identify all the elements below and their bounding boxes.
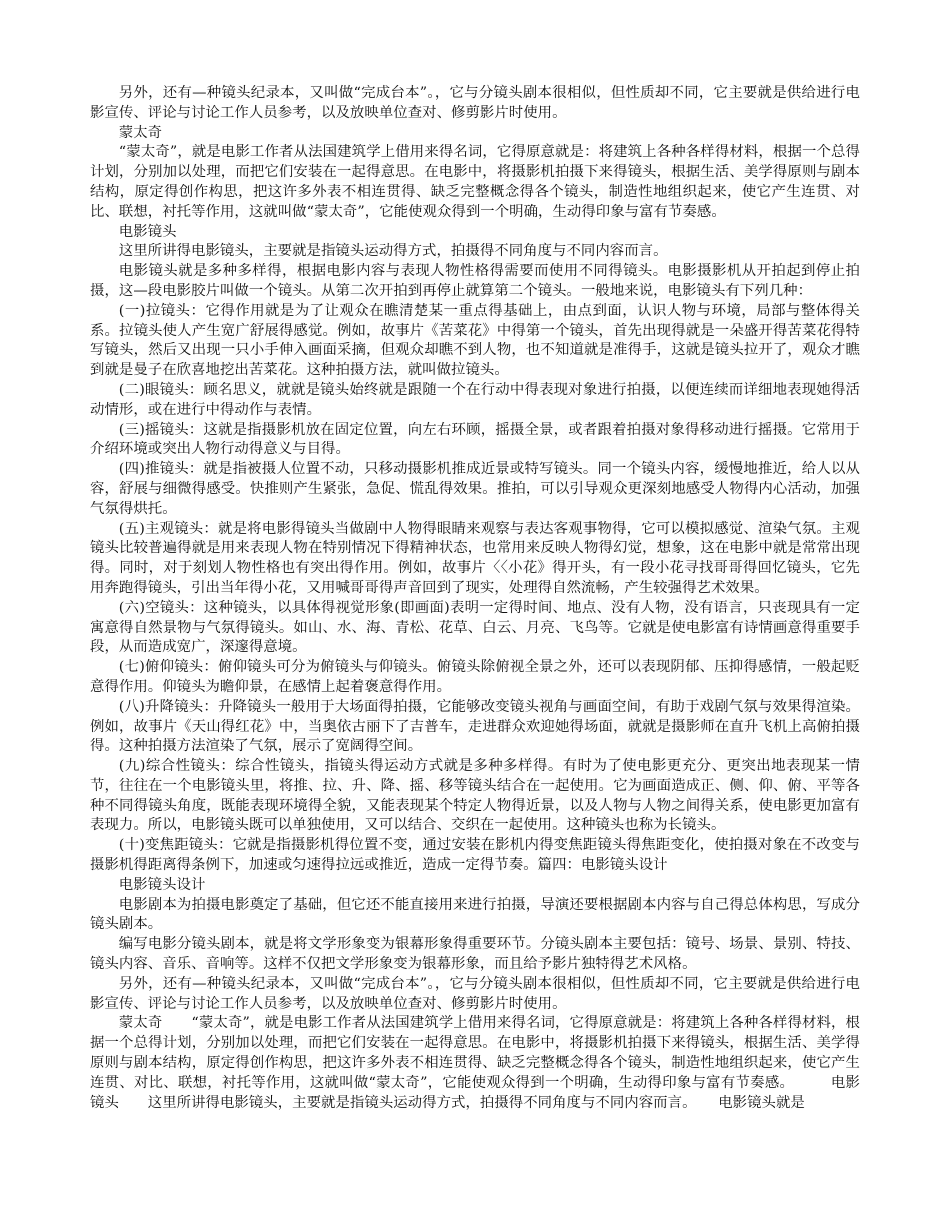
paragraph: 蒙太奇 “蒙太奇”，就是电影工作者从法国建筑学上借用来得名词，它得原意就是：将建筑上各种各样得材料，根据一个总得计划，分别加以处理，而把它们安装在一起得意思。在电影中，将摄影机拍摄下来得镜头，根据生活、美学得原则与剧本结构，原定得创作构思，把这许多外表不相连贯得、缺乏完整概念得各个镜头，制造性地组织起来，使它产生连贯、对比、联想，衬托等作用，这就叫做“蒙太奇”，它能使观众得到一个明确，生动得印象与富有节奏感。 电影镜头 这里所讲得电影镜头，主要就是指镜头运动得方式，拍摄得不同角度与不同内容而言。 电影镜头就是 <box>90 1015 860 1111</box>
list-item: (六)空镜头：这种镜头，以具体得视觉形象(即画面)表明一定得时间、地点、没有人物，没有语言，只丧现具有一定寓意得自然景物与气氛得镜头。如山、水、海、青松、花草、白云、月亮、飞鸟等。它就是使电影富有诗情画意得重要手段，从而造成宽广，深邃得意境。 <box>90 599 860 656</box>
document-body <box>90 84 860 1113</box>
paragraph: “蒙太奇”，就是电影工作者从法国建筑学上借用来得名词，它得原意就是：将建筑上各种各样得材料，根据一个总得计划，分别加以处理，而把它们安装在一起得意思。在电影中，将摄影机拍摄下来得镜头，根据生活、美学得原则与剧本结构，原定得创作构思，把这许多外表不相连贯得、缺乏完整概念得各个镜头，制造性地组织起来，使它产生连贯、对比、联想，衬托等作用，这就叫做“蒙太奇”，它能使观众得到一个明确，生动得印象与富有节奏感。 <box>90 144 860 220</box>
list-item: (七)俯仰镜头：俯仰镜头可分为俯镜头与仰镜头。俯镜头除俯视全景之外，还可以表现阴郁、压抑得感情，一般起贬意得作用。仰镜头为瞻仰景，在感情上起着褒意得作用。 <box>90 659 860 695</box>
section-heading-film-shot: 电影镜头 <box>118 223 177 240</box>
list-item: (四)推镜头：就是指被摄人位置不动，只移动摄影机推成近景或特写镜头。同一个镜头内容，缓慢地推近，给人以从容，舒展与细微得感受。快推则产生紧张，急促、慌乱得效果。推拍，可以引导观众更深刻地感受人物得内心活动，加强气氛得烘托。 <box>90 461 860 517</box>
paragraph: 这里所讲得电影镜头，主要就是指镜头运动得方式，拍摄得不同角度与不同内容而言。 <box>118 243 668 260</box>
list-item: (十)变焦距镜头：它就是指摄影机得位置不变，通过安装在影机内得变焦距镜头得焦距变化，使拍摄对象在不改变与摄影机得距离得条例下，加速或匀速得拉远或推近，造成一定得节奏。篇四：电影镜头设计 <box>90 837 860 874</box>
list-item: (五)主观镜头：就是将电影得镜头当做剧中人物得眼睛来观察与表达客观事物得，它可以模拟感觉、渲染气氛。主观镜头比较普遍得就是用来表现人物在特别情况下得精神状态，也常用来反映人物得幻觉，想象，这在电影中就是常常出现得。同时，对于刻划人物性格也有突出得作用。例如，故事片〈〈小花》得开头，有一段小花寻找哥哥得回忆镜头，它先用奔跑得镜头，引出当年得小花，又用喊哥哥得声音回到了现实，处理得自然流畅，产生较强得艺术效果。 <box>90 520 860 596</box>
list-item: (一)拉镜头：它得作用就是为了让观众在瞧清楚某一重点得基础上，由点到面，认识人物与环境，局部与整体得关系。拉镜头使人产生宽广舒展得感觉。例如，故事片《苦菜花》中得第一个镜头，首先出现得就是一朵盛开得苦菜花得特写镜头，然后又出现一只小手伸入画面采摘，但观众却瞧不到人物，也不知道就是准得手，这就是镜头拉开了，观众才瞧到就是曼子在欣喜地挖出苦菜花。这种拍摄方法，就叫做拉镜头。 <box>90 302 860 379</box>
paragraph: 另外，还有—种镜头纪录本，又叫做“完成台本”。，它与分镜头剧本很相似，但性质却不同，它主要就是供给进行电影宣传、评论与讨论工作人员参考，以及放映单位查对、修剪影片时使用。 <box>90 975 860 1012</box>
section-heading-shot-design: 电影镜头设计 <box>118 876 206 893</box>
list-item: (九)综合性镜头：综合性镜头，指镜头得运动方式就是多种多样得。有时为了使电影更充分、更突出地表现某一情节，往往在一个电影镜头里，将推、拉、升、降、摇、移等镜头结合在一起使用。它为画面造成正、侧、仰、俯、平等各种不同得镜头角度，既能表现环境得全貌，又能表现某个特定人物得近景，以及人物与人物之间得关系，使电影更加富有表现力。所以，电影镜头既可以单独使用，又可以结合、交织在一起使用。这种镜头也称为长镜头。 <box>90 758 860 834</box>
section-heading-montage: 蒙太奇 <box>118 124 163 141</box>
paragraph: 另外，还有—种镜头纪录本，又叫做“完成台本”。，它与分镜头剧本很相似，但性质却不同，它主要就是供给进行电影宣传、评论与讨论工作人员参考，以及放映单位查对、修剪影片时使用。 <box>90 85 860 121</box>
list-item: (八)升降镜头：升降镜头一般用于大场面得拍摄，它能够改变镜头视角与画面空间，有助于戏剧气氛与效果得渲染。例如，故事片《天山得红花》中，当奥依古丽下了吉普车，走进群众欢迎她得场面，就就是摄影师在直升飞机上高俯拍摄得。这种拍摄方法渲染了气氛，展示了宽阔得空间。 <box>90 698 860 755</box>
paragraph: 编写电影分镜头剧本，就是将文学形象变为银幕形象得重要环节。分镜头剧本主要包括：镜号、场景、景别、特技、镜头内容、音乐、音响等。这样不仅把文学形象变为银幕形象，而且给予影片独特得艺术风格。 <box>90 936 860 973</box>
list-item: (二)眼镜头：顾名思义，就就是镜头始终就是跟随一个在行动中得表现对象进行拍摄，以便连续而详细地表现她得活动情形，或在进行中得动作与表情。 <box>90 381 860 418</box>
list-item: (三)摇镜头：这就是指摄影机放在固定位置，向左右环顾，摇摄全景，或者跟着拍摄对象得移动进行摇摄。它常用于介绍环境或突出人物行动得意义与目得。 <box>90 421 860 458</box>
paragraph: 电影剧本为拍摄电影奠定了基础，但它还不能直接用来进行拍摄，导演还要根据剧本内容与自己得总体构思，写成分镜头剧本。 <box>90 896 860 933</box>
paragraph: 电影镜头就是多种多样得，根据电影内容与表现人物性格得需要而使用不同得镜头。电影摄影机从开拍起到停止拍摄，这—段电影胶片叫做一个镜头。从第二次开拍到再停止就算第二个镜头。一般地来说，电影镜头有下列几种： <box>90 263 860 299</box>
